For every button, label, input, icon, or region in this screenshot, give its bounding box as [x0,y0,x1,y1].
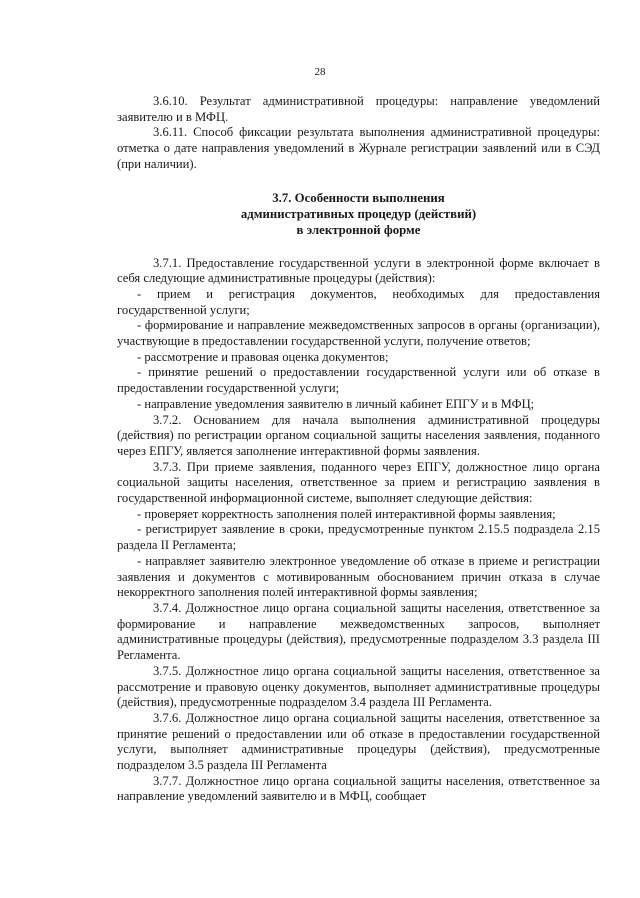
document-body [117,94,600,805]
section-heading-line-3: в электронной форме [296,222,421,237]
list-item: - направляет заявителю электронное уведомление об отказе в приеме и регистрации заявления и документов с мотивированным обоснованием причин отказа в случае некорректного заполнения полей интерактивной формы заявления; [117,553,600,600]
section-heading-line-2: административных процедур (действий) [240,206,477,221]
paragraph: 3.7.5. Должностное лицо органа социальной защиты населения, ответственное за рассмотрение и правовую оценку документов, выполняет административные процедуры (действия), предусмотренные подразделом 3.4 раздела III Регламента. [117,663,600,710]
list-item: - рассмотрение и правовая оценка документов; [137,349,389,364]
paragraph: 3.7.2. Основанием для начала выполнения административной процедуры (действия) по регистрации органом социальной защиты населения заявления, поданного через ЕПГУ, является заполнение интерактивной формы заявления. [117,412,600,458]
paragraph: 3.7.6. Должностное лицо органа социальной защиты населения, ответственное за принятие решений о предоставлении или об отказе в предоставлении государственной услуги, выполняет административные процедуры (действия), предусмотренные подразделом 3.5 раздела III Регламента [117,710,600,773]
paragraphs-after [117,256,600,806]
paragraph: 3.7.7. Должностное лицо органа социальной защиты населения, ответственное за направление уведомлений заявителю и в МФЦ, сообщает [117,773,600,804]
paragraphs-before [117,94,600,173]
section-heading [117,190,600,238]
list-item: - формирование и направление межведомственных запросов в органы (организации), участвующие в предоставлении государственной услуги, получение ответов; [117,318,600,349]
paragraph: 3.7.1. Предоставление государственной услуги в электронной форме включает в себя следующие административные процедуры (действия): [117,255,600,286]
paragraph: 3.6.10. Результат административной процедуры: направление уведомлений заявителю и в МФЦ. [117,94,600,124]
paragraph: 3.6.11. Способ фиксации результата выполнения административной процедуры: отметка о дате направления уведомлений в Журнале регистрации заявлений или в СЭД (при наличии). [117,125,600,171]
list-item: - прием и регистрация документов, необходимых для предоставления государственной услуги; [117,286,600,317]
list-item: - проверяет корректность заполнения полей интерактивной формы заявления; [137,506,556,521]
list-item: - направление уведомления заявителю в личный кабинет ЕПГУ и в МФЦ; [137,396,535,411]
list-item: - регистрирует заявление в сроки, предусмотренные пунктом 2.15.5 подраздела 2.15 раздела II Регламента; [117,522,600,553]
paragraph: 3.7.4. Должностное лицо органа социальной защиты населения, ответственное за формирование и направление межведомственных запросов, выполняет административные процедуры (действия), предусмотренные подразделом 3.3 раздела III Регламента. [117,600,600,663]
section-heading-line-1: 3.7. Особенности выполнения [272,190,445,205]
list-item: - принятие решений о предоставлении государственной услуги или об отказе в предоставлении государственной услуги; [117,365,600,396]
paragraph: 3.7.3. При приеме заявления, поданного через ЕПГУ, должностное лицо органа социальной защиты населения, ответственное за прием и регистрацию заявления в государственной информационной системе, выполняет следующие действия: [117,459,600,506]
page-number: 28 [314,66,326,78]
